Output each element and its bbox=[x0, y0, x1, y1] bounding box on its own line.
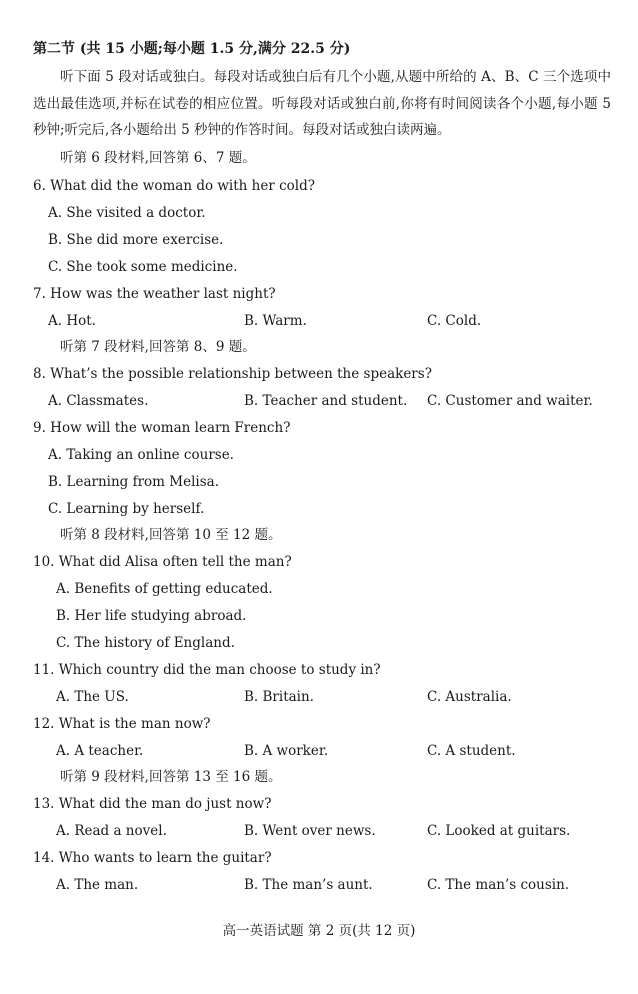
question-12: 12. What is the man now? bbox=[33, 716, 211, 732]
question-14-option-b: B. The man’s aunt. bbox=[244, 877, 373, 893]
question-6: 6. What did the woman do with her cold? bbox=[33, 178, 315, 194]
question-11: 11. Which country did the man choose to study in? bbox=[33, 662, 381, 678]
question-6-option-c: C. She took some medicine. bbox=[48, 259, 238, 275]
question-14-option-a: A. The man. bbox=[56, 877, 139, 893]
question-8-option-c: C. Customer and waiter. bbox=[427, 393, 593, 409]
section-title: 第二节 (共 15 小题;每小题 1.5 分,满分 22.5 分) bbox=[33, 41, 351, 57]
question-14-option-c: C. The man’s cousin. bbox=[427, 877, 570, 893]
question-9: 9. How will the woman learn French? bbox=[33, 420, 291, 436]
question-7-option-b: B. Warm. bbox=[244, 313, 307, 329]
page-footer: 高一英语试题 第 2 页(共 12 页) bbox=[222, 923, 416, 939]
question-7: 7. How was the weather last night? bbox=[33, 286, 276, 302]
question-8-option-a: A. Classmates. bbox=[48, 393, 149, 409]
question-11-option-c: C. Australia. bbox=[427, 689, 512, 705]
question-10-option-a: A. Benefits of getting educated. bbox=[56, 581, 273, 597]
material-6-instruction: 听第 6 段材料,回答第 6、7 题。 bbox=[60, 150, 256, 166]
question-10: 10. What did Alisa often tell the man? bbox=[33, 554, 292, 570]
material-8-instruction: 听第 8 段材料,回答第 10 至 12 题。 bbox=[60, 527, 282, 543]
material-7-instruction: 听第 7 段材料,回答第 8、9 题。 bbox=[60, 339, 256, 355]
question-13: 13. What did the man do just now? bbox=[33, 796, 272, 812]
question-13-option-b: B. Went over news. bbox=[244, 823, 376, 839]
question-12-option-a: A. A teacher. bbox=[56, 743, 144, 759]
question-11-option-a: A. The US. bbox=[56, 689, 129, 705]
question-6-option-a: A. She visited a doctor. bbox=[48, 205, 206, 221]
question-10-option-b: B. Her life studying abroad. bbox=[56, 608, 247, 624]
question-9-option-a: A. Taking an online course. bbox=[48, 447, 234, 463]
question-9-option-b: B. Learning from Melisa. bbox=[48, 474, 219, 490]
question-12-option-b: B. A worker. bbox=[244, 743, 329, 759]
question-9-option-c: C. Learning by herself. bbox=[48, 501, 205, 517]
question-8-option-b: B. Teacher and student. bbox=[244, 393, 408, 409]
question-12-option-c: C. A student. bbox=[427, 743, 516, 759]
material-9-instruction: 听第 9 段材料,回答第 13 至 16 题。 bbox=[60, 769, 282, 785]
question-13-option-c: C. Looked at guitars. bbox=[427, 823, 571, 839]
question-8: 8. What’s the possible relationship between the speakers? bbox=[33, 366, 432, 382]
question-7-option-c: C. Cold. bbox=[427, 313, 482, 329]
question-7-option-a: A. Hot. bbox=[48, 313, 96, 329]
question-14: 14. Who wants to learn the guitar? bbox=[33, 850, 272, 866]
question-11-option-b: B. Britain. bbox=[244, 689, 314, 705]
question-13-option-a: A. Read a novel. bbox=[56, 823, 167, 839]
question-6-option-b: B. She did more exercise. bbox=[48, 232, 224, 248]
question-10-option-c: C. The history of England. bbox=[56, 635, 235, 651]
section-instructions: 听下面 5 段对话或独白。每段对话或独白后有几个小题,从题中所给的 A、B、C 三个选项中选出最佳选项,并标在试卷的相应位置。听每段对话或独白前,你将有时间阅读各个小题,每小题 5 秒钟;听完后,各小题给出 5 秒钟的作答时间。每段对话或独白读两遍。 bbox=[33, 69, 611, 138]
